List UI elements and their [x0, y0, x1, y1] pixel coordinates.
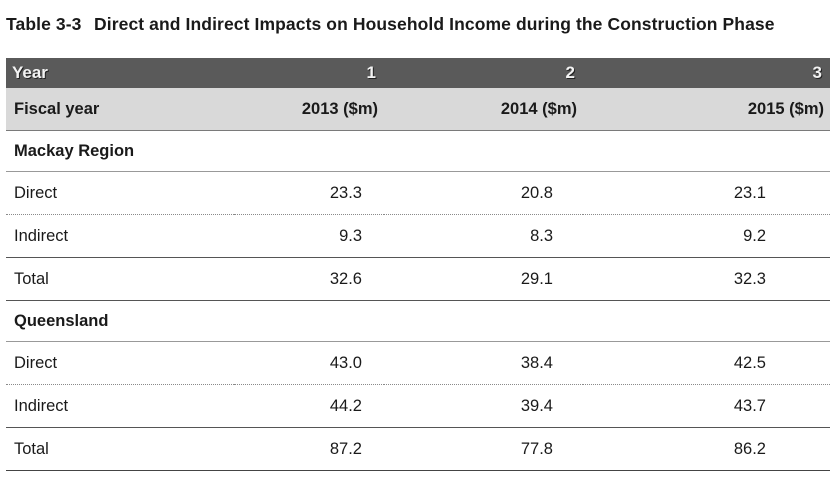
- cell-value: 32.6: [234, 258, 384, 301]
- section-title: Queensland: [6, 301, 830, 342]
- header-fiscal-2015: 2015 ($m): [583, 88, 830, 131]
- row-label: Indirect: [6, 385, 234, 428]
- header-year-label: Year: [6, 58, 234, 88]
- cell-value: 44.2: [234, 385, 384, 428]
- table-title: Direct and Indirect Impacts on Household Income during the Construction Phase: [94, 14, 775, 34]
- section-title: Mackay Region: [6, 131, 830, 172]
- cell-value: 43.7: [583, 385, 830, 428]
- header-fiscal-label: Fiscal year: [6, 88, 234, 131]
- cell-value: 77.8: [384, 428, 583, 471]
- section-row-queensland: [6, 301, 830, 342]
- table-number: Table 3-3: [6, 14, 82, 34]
- header-fiscal-2013: 2013 ($m): [234, 88, 384, 131]
- row-label: Direct: [6, 172, 234, 215]
- cell-value: 38.4: [384, 342, 583, 385]
- cell-value: 8.3: [384, 215, 583, 258]
- section-row-mackay: [6, 131, 830, 172]
- cell-value: 9.2: [583, 215, 830, 258]
- household-income-table: [6, 58, 830, 471]
- header-row-fiscal-year: [6, 88, 830, 131]
- cell-value: 39.4: [384, 385, 583, 428]
- table-row-total: [6, 428, 830, 471]
- cell-value: 20.8: [384, 172, 583, 215]
- header-row-year: [6, 58, 830, 88]
- header-year-1: 1: [234, 58, 384, 88]
- table-caption: [6, 14, 775, 35]
- table-row: [6, 215, 830, 258]
- header-fiscal-2014: 2014 ($m): [384, 88, 583, 131]
- row-label: Direct: [6, 342, 234, 385]
- table-row-total: [6, 258, 830, 301]
- cell-value: 29.1: [384, 258, 583, 301]
- header-year-2: 2: [384, 58, 583, 88]
- cell-value: 42.5: [583, 342, 830, 385]
- cell-value: 86.2: [583, 428, 830, 471]
- cell-value: 23.3: [234, 172, 384, 215]
- cell-value: 9.3: [234, 215, 384, 258]
- cell-value: 43.0: [234, 342, 384, 385]
- cell-value: 87.2: [234, 428, 384, 471]
- row-label: Total: [6, 428, 234, 471]
- row-label: Indirect: [6, 215, 234, 258]
- cell-value: 23.1: [583, 172, 830, 215]
- cell-value: 32.3: [583, 258, 830, 301]
- table-row: [6, 172, 830, 215]
- row-label: Total: [6, 258, 234, 301]
- table-row: [6, 342, 830, 385]
- header-year-3: 3: [583, 58, 830, 88]
- table-row: [6, 385, 830, 428]
